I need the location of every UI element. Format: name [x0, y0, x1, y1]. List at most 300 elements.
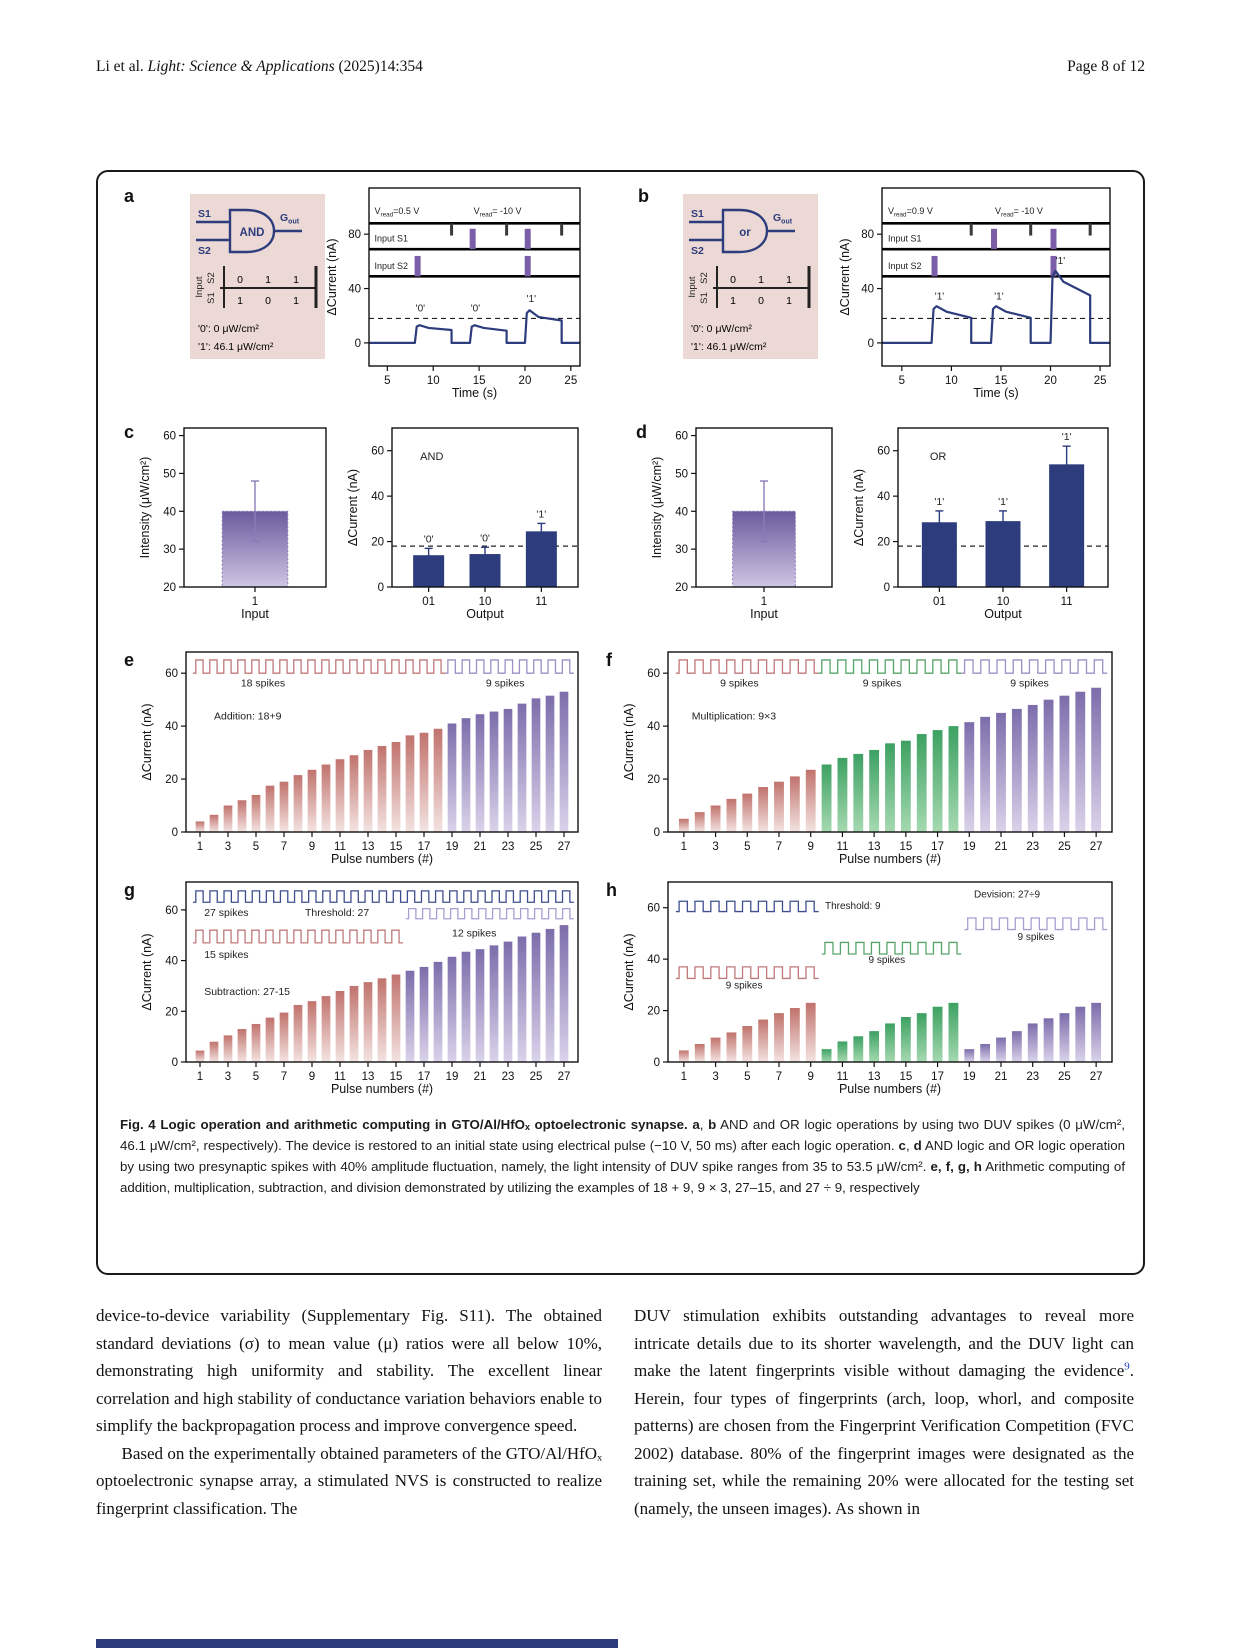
bar	[758, 787, 768, 832]
chart-svg-c_out	[344, 420, 588, 623]
truth-cell: 1	[730, 295, 736, 307]
bar	[822, 765, 832, 833]
bar	[964, 1049, 974, 1062]
y-tick-label: 40	[877, 491, 890, 504]
bar	[996, 713, 1006, 832]
x-tick-label: 10	[478, 596, 492, 608]
truth-cell: 1	[265, 274, 271, 286]
y-tick-label: 20	[647, 1005, 660, 1018]
tspan-shape: out	[781, 218, 793, 226]
bottom-page-bar	[96, 1639, 618, 1648]
x-tick-label: 20	[518, 375, 532, 387]
text-segment: c	[898, 1138, 906, 1153]
bar	[1075, 692, 1085, 832]
bar	[790, 1008, 800, 1062]
y-tick-label: 40	[371, 491, 384, 504]
chart-svg-c_int	[136, 420, 336, 623]
text-segment: d	[913, 1138, 922, 1153]
spike-train	[822, 942, 962, 954]
y-tick-label: 0	[867, 337, 874, 350]
spike-train	[193, 891, 574, 902]
x-tick-label: 5	[252, 841, 260, 853]
x-tick-label: 23	[501, 1071, 515, 1083]
x-axis-label: Pulse numbers (#)	[838, 1082, 942, 1096]
x-axis-label: Output	[984, 607, 1022, 621]
annotation: Input S2	[374, 260, 409, 271]
text-segment: Arithmetic computing of addition, multiplication, subtraction, and division demonstrated by utilizing the examples of 18 + 9, 9 × 3, 27–15, and 27 ÷ 9, respectively	[120, 1159, 1126, 1195]
bar	[917, 734, 927, 832]
x-tick-label: 17	[931, 841, 944, 853]
bar	[917, 1013, 927, 1062]
spike-train	[406, 909, 574, 919]
bar	[294, 775, 303, 832]
bar	[196, 1051, 205, 1062]
bar	[518, 704, 527, 832]
bar	[448, 957, 457, 1062]
y-axis-label: Intensity (μW/cm²)	[138, 456, 152, 559]
gate-b-input2-label: S2	[691, 245, 704, 257]
bar	[406, 971, 415, 1062]
x-tick-label: 15	[389, 1071, 403, 1083]
text-segment: Based on the experimentally obtained parameters of the GTO/Al/HfOₓ optoelectronic synapse array, a stimulated NVS is constructed to realize fingerprint classification. The	[96, 1443, 602, 1518]
y-tick-label: 80	[861, 229, 874, 242]
text-segment: AND logic and OR logic operation by using two presynaptic spikes with 40% amplitude fluctuation, namely, the light intensity of DUV spike ranges from 35 to 53.5 μW/cm².	[120, 1138, 1126, 1174]
y-tick-label: 20	[165, 774, 178, 787]
x-axis-label: Time (s)	[973, 386, 1019, 400]
chart-d-or-output	[850, 420, 1118, 623]
header-page-number: Page 8 of 12	[1067, 58, 1145, 75]
bar	[504, 942, 513, 1062]
bar	[1028, 705, 1038, 832]
x-tick-label: 11	[334, 841, 346, 853]
bar	[420, 967, 429, 1062]
text-segment: . Herein, four types of fingerprints (arch, loop, whorl, and composite patterns) are chosen from the Fingerprint Verification Competition (FVC 2002) database. 80% of the fingerprint images were designated as the training set, while the remaining 20% were allocated for the testing set (namely, the unseen images). As shown in	[634, 1361, 1134, 1518]
bar-label: '1'	[998, 495, 1008, 508]
bar	[476, 714, 485, 832]
x-axis-label: Input	[241, 607, 269, 621]
paragraph	[96, 1440, 602, 1523]
y-tick-label: 0	[377, 582, 384, 594]
truth-cell: 1	[293, 295, 299, 307]
x-tick-label: 15	[389, 841, 403, 853]
bar	[1028, 1023, 1038, 1062]
y-axis-label: ΔCurrent (nA)	[622, 703, 636, 781]
x-tick-label: 27	[557, 841, 571, 853]
x-tick-label: 27	[1089, 1071, 1103, 1083]
figure-4-panel	[96, 170, 1145, 1275]
bar	[727, 1032, 737, 1062]
bar	[949, 726, 959, 832]
y-tick-label: 60	[165, 668, 178, 681]
intensity-legend-0: '0': 0 μW/cm²	[691, 323, 752, 335]
intensity-legend-0: '0': 0 μW/cm²	[198, 323, 259, 335]
x-tick-label: 25	[1058, 1071, 1071, 1083]
x-tick-label: 5	[898, 375, 906, 387]
bar	[790, 776, 800, 832]
truth-table-input-label: Input	[194, 276, 205, 298]
truth-table-row1-header: S2	[699, 272, 710, 284]
panel-label-a: a	[124, 186, 135, 206]
text-segment: a	[692, 1117, 700, 1132]
bar	[933, 1007, 943, 1062]
bar	[885, 1023, 895, 1062]
x-tick-label: 5	[744, 841, 751, 853]
x-tick-label: 10	[944, 375, 958, 387]
spike-train	[961, 660, 1107, 673]
y-tick-label: 20	[877, 536, 890, 549]
spike-train	[445, 660, 574, 673]
x-tick-label: 15	[472, 375, 486, 387]
x-tick-label: 21	[994, 1071, 1008, 1083]
bar	[1012, 1031, 1022, 1062]
intensity-legend-1: '1': 46.1 μW/cm²	[691, 341, 767, 353]
bar	[336, 991, 345, 1062]
annotation	[474, 206, 522, 219]
x-tick-label: 1	[760, 596, 768, 608]
x-tick-label: 1	[196, 841, 204, 853]
bar	[462, 952, 471, 1062]
truth-cell: 1	[786, 295, 792, 307]
y-tick-label: 50	[163, 468, 176, 481]
x-axis-label: Pulse numbers (#)	[330, 852, 434, 866]
bar	[434, 729, 443, 832]
tspan-shape: = -10 V	[492, 205, 522, 216]
x-tick-label: 21	[994, 841, 1008, 853]
annotation: '0'	[415, 303, 426, 315]
panel-label-g: g	[124, 880, 135, 900]
panel-label-c: c	[124, 422, 135, 442]
bar	[774, 1013, 784, 1062]
tspan-shape: read	[380, 211, 394, 219]
annotation	[888, 206, 933, 219]
bar	[210, 1042, 219, 1062]
bar-label: '0'	[423, 533, 434, 546]
truth-cell: 1	[237, 295, 243, 307]
truth-table-row1-header: S2	[206, 272, 217, 284]
x-tick-label: 1	[680, 841, 688, 853]
chart-svg-h	[620, 876, 1118, 1098]
x-tick-label: 7	[280, 841, 288, 853]
spike-train	[193, 660, 445, 673]
bar	[1044, 1018, 1054, 1062]
x-tick-label: 17	[931, 1071, 944, 1083]
annotation: 27 spikes	[204, 907, 249, 920]
chart-svg-b	[836, 180, 1118, 402]
truth-cell: 0	[758, 295, 764, 307]
y-tick-label: 20	[675, 582, 688, 594]
text-segment: DUV stimulation exhibits outstanding advantages to reveal more intricate details due to its shorter wavelength, and the DUV light can make the latent fingerprints visible without damaging the evidence	[634, 1306, 1134, 1381]
bar	[838, 1041, 848, 1062]
bar	[695, 812, 705, 832]
bar	[1060, 1013, 1070, 1062]
spike-train	[676, 660, 819, 673]
tspan-shape: =0.5 V	[393, 205, 420, 216]
bar	[364, 982, 373, 1062]
x-tick-label: 11	[334, 1071, 346, 1083]
x-tick-label: 11	[836, 1071, 849, 1083]
bar	[280, 1013, 289, 1062]
tspan-shape: V	[473, 205, 480, 216]
x-tick-label: 19	[445, 841, 459, 853]
y-axis-label: Intensity (μW/cm²)	[650, 456, 664, 559]
bar	[350, 755, 359, 832]
bar	[1044, 700, 1054, 832]
annotation: 9 spikes	[1010, 677, 1049, 690]
or-gate-diagram	[683, 194, 818, 359]
bar	[308, 1001, 317, 1062]
x-tick-label: 5	[252, 1071, 260, 1083]
truth-table-row2-header: S1	[699, 292, 710, 304]
y-tick-label: 30	[675, 544, 688, 557]
gate-a-label: AND	[239, 227, 265, 239]
annotation: Subtraction: 27-15	[204, 985, 291, 998]
annotation: 15 spikes	[204, 949, 249, 962]
x-tick-label: 15	[899, 841, 913, 853]
bar	[560, 692, 569, 832]
bar	[322, 996, 331, 1062]
x-tick-label: 25	[564, 375, 578, 387]
x-tick-label: 19	[962, 841, 976, 853]
x-tick-label: 5	[384, 375, 391, 387]
bar-label: '1'	[1061, 431, 1072, 444]
chart-svg-f	[620, 646, 1118, 868]
truth-cell: 1	[786, 274, 792, 286]
x-tick-label: 1	[680, 1071, 688, 1083]
y-tick-label: 0	[171, 1057, 178, 1069]
x-tick-label: 01	[422, 596, 436, 608]
y-axis-label: ΔCurrent (nA)	[346, 468, 360, 547]
x-tick-label: 17	[417, 1071, 431, 1083]
x-tick-label: 15	[994, 375, 1008, 387]
x-tick-label: 15	[899, 1071, 913, 1083]
y-tick-label: 0	[171, 827, 178, 839]
tspan-shape: =0.9 V	[906, 205, 933, 216]
y-tick-label: 40	[647, 954, 660, 967]
annotation: Input S1	[887, 233, 922, 244]
panel-label-e: e	[124, 650, 135, 670]
bar	[490, 945, 499, 1062]
x-axis-label: Pulse numbers (#)	[838, 852, 942, 866]
y-tick-label: 40	[647, 721, 660, 734]
bar	[933, 730, 943, 832]
annotation	[375, 206, 420, 219]
bar	[322, 765, 331, 833]
bar	[695, 1044, 705, 1062]
tspan-shape: read	[479, 211, 493, 219]
current-trace	[369, 310, 580, 343]
bar	[742, 794, 752, 832]
text-segment: ,	[699, 1117, 709, 1132]
bar	[224, 1035, 233, 1062]
x-tick-label: 1	[196, 1071, 204, 1083]
spike-train	[819, 660, 962, 673]
bar	[238, 1029, 247, 1062]
bar	[885, 743, 895, 832]
bar	[378, 746, 387, 832]
tspan-shape: = -10 V	[1013, 205, 1043, 216]
y-tick-label: 60	[165, 904, 178, 917]
bar	[280, 782, 289, 832]
bar	[266, 786, 275, 832]
x-tick-label: 5	[744, 1071, 751, 1083]
bar	[392, 975, 401, 1062]
annotation: 9 spikes	[868, 955, 906, 966]
bar	[869, 1031, 879, 1062]
bar	[980, 1044, 990, 1062]
bar-label: '1'	[934, 495, 945, 508]
annotation: '1'	[1055, 256, 1066, 268]
bar	[774, 782, 784, 832]
bar	[504, 709, 513, 832]
tspan-shape: G	[280, 212, 289, 224]
bar-label: '0'	[480, 532, 490, 545]
tspan-shape: V	[374, 205, 381, 216]
y-axis-label: ΔCurrent (nA)	[838, 238, 852, 316]
tspan-shape: read	[1001, 211, 1014, 219]
annotation: Addition: 18+9	[214, 710, 282, 723]
x-tick-label: 27	[557, 1071, 571, 1083]
x-tick-label: 25	[529, 841, 543, 853]
bar	[518, 937, 527, 1062]
x-tick-label: 19	[962, 1071, 976, 1083]
y-tick-label: 60	[371, 445, 384, 458]
annotation: 9 spikes	[862, 677, 902, 690]
chart-e-addition	[138, 646, 584, 868]
panel-b-schematic-box	[683, 194, 818, 359]
intensity-legend-1: '1': 46.1 μW/cm²	[198, 341, 274, 353]
gate-b-label: or	[739, 227, 751, 239]
bar	[758, 1020, 768, 1062]
x-tick-label: 9	[807, 1071, 814, 1083]
annotation: 18 spikes	[240, 677, 286, 690]
bar	[560, 925, 569, 1062]
citation-reference[interactable]: 9	[1124, 1360, 1130, 1373]
panel-label-d: d	[636, 422, 647, 442]
gate-b-output-label	[773, 212, 793, 226]
bar	[406, 735, 415, 832]
current-trace	[882, 271, 1110, 343]
paragraph	[634, 1302, 1134, 1522]
x-tick-label: 13	[361, 1071, 375, 1083]
tspan-shape: read	[893, 211, 907, 219]
header-authors: Li et al.	[96, 58, 148, 75]
x-tick-label: 13	[867, 841, 881, 853]
x-tick-label: 21	[473, 841, 487, 853]
bar	[980, 717, 990, 832]
chart-svg-g	[138, 876, 584, 1098]
bar	[1060, 696, 1070, 832]
panel-label-h: h	[606, 880, 617, 900]
x-tick-label: 3	[712, 1071, 719, 1083]
body-text-right-column	[634, 1302, 1134, 1522]
x-tick-label: 11	[535, 596, 548, 608]
y-tick-label: 0	[653, 827, 660, 839]
y-tick-label: 40	[675, 506, 688, 519]
bar	[532, 933, 541, 1062]
x-tick-label: 7	[280, 1071, 288, 1083]
x-tick-label: 3	[712, 841, 719, 853]
annotation: '0'	[470, 303, 481, 315]
annotation: Threshold: 27	[305, 907, 370, 920]
gate-a-input1-label: S1	[198, 208, 211, 220]
y-axis-label: ΔCurrent (nA)	[140, 703, 154, 781]
bar	[546, 929, 555, 1062]
y-tick-label: 0	[653, 1057, 660, 1069]
text-segment: AND and OR logic operations by using two DUV spikes (0 μW/cm², 46.1 μW/cm², respectively). The device is restored to an initial state using electrical pulse (−10 V, 50 ms) after each logic operation.	[120, 1117, 1125, 1153]
truth-table-row2-header: S1	[206, 292, 217, 304]
x-tick-label: 13	[361, 841, 375, 853]
y-tick-label: 40	[348, 283, 361, 296]
text-segment: b	[708, 1117, 717, 1132]
bar	[1075, 1007, 1085, 1062]
chart-svg-d_out	[850, 420, 1118, 623]
bar	[679, 1050, 689, 1062]
annotation: Multiplication: 9×3	[691, 710, 777, 723]
truth-cell: 0	[730, 274, 736, 286]
y-tick-label: 0	[883, 582, 890, 594]
bar	[1012, 709, 1022, 832]
y-tick-label: 60	[675, 430, 688, 443]
bar	[532, 698, 541, 832]
header-journal-name: Light: Science & Applications	[147, 58, 335, 75]
chart-d-intensity	[648, 420, 842, 623]
text-segment: e, f, g, h	[930, 1159, 982, 1174]
bar	[490, 712, 499, 832]
bar	[294, 1005, 303, 1062]
x-tick-label: 23	[1026, 841, 1040, 853]
annotation: 9 spikes	[725, 980, 763, 992]
bar	[711, 806, 721, 832]
x-tick-label: 3	[224, 841, 232, 853]
x-tick-label: 11	[836, 841, 849, 853]
y-tick-label: 40	[165, 721, 178, 734]
x-tick-label: 10	[426, 375, 440, 387]
y-tick-label: 40	[163, 506, 176, 519]
spike-train	[965, 918, 1108, 930]
panel-label-b: b	[638, 186, 649, 206]
y-tick-label: 40	[861, 283, 874, 296]
annotation: 9 spikes	[1017, 931, 1055, 943]
annotation: AND	[420, 450, 444, 463]
tspan-shape: V	[995, 205, 1002, 216]
x-tick-label: 10	[996, 596, 1010, 608]
x-axis-label: Output	[466, 607, 504, 621]
bar	[448, 723, 457, 832]
tspan-shape: G	[773, 212, 782, 224]
annotation: 9 spikes	[720, 677, 759, 690]
text-segment: Fig. 4 Logic operation and arithmetic computing in GTO/Al/HfOₓ optoelectronic synapse.	[120, 1117, 693, 1132]
x-tick-label: 01	[932, 596, 946, 608]
bar	[727, 799, 737, 832]
bar	[901, 1017, 911, 1062]
bar	[996, 1038, 1006, 1062]
spike-train	[676, 901, 819, 911]
x-tick-label: 7	[775, 841, 783, 853]
panel-label-f: f	[606, 650, 612, 670]
chart-a-and-trace	[323, 180, 588, 402]
annotation: Threshold: 9	[824, 901, 881, 912]
chart-c-intensity	[136, 420, 336, 623]
y-tick-label: 30	[163, 544, 176, 557]
x-tick-label: 23	[1026, 1071, 1040, 1083]
x-axis-label: Time (s)	[451, 386, 498, 400]
truth-cell: 0	[265, 295, 271, 307]
bar	[869, 750, 879, 832]
panel-a-schematic-box	[190, 194, 325, 359]
truth-cell: 1	[293, 274, 299, 286]
y-tick-label: 80	[348, 229, 361, 242]
tspan-shape: out	[288, 218, 300, 226]
